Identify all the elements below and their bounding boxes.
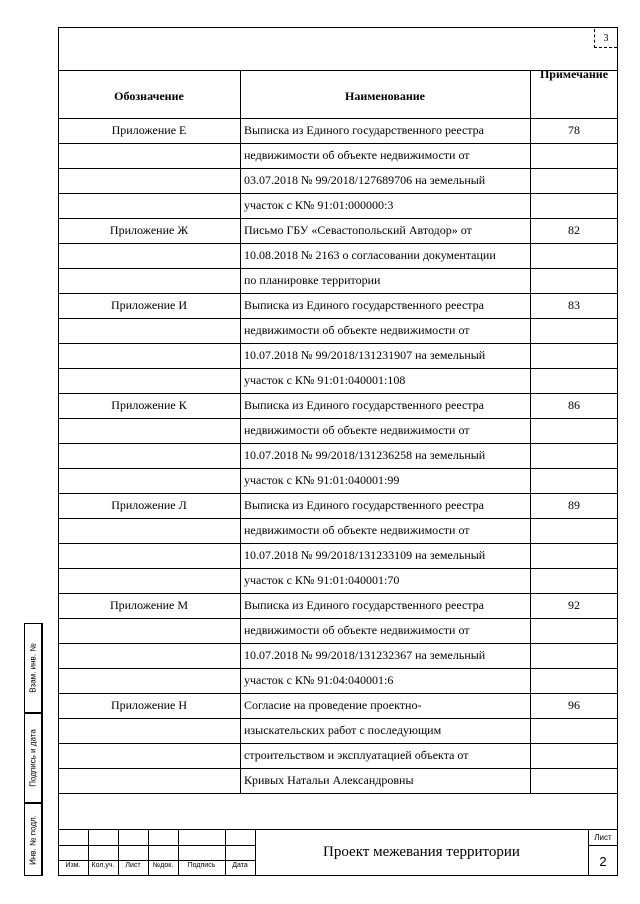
row-name: участок с К№ 91:01:040001:99: [244, 473, 400, 487]
row-name: Согласие на проведение проектно-: [244, 698, 422, 712]
row-designation: Приложение Е: [111, 123, 187, 137]
row-note: 83: [568, 298, 580, 312]
side-stamp-inv-podl: [24, 803, 42, 876]
row-note: [530, 518, 618, 543]
row-note: [530, 143, 618, 168]
row-name: Выписка из Единого государственного реестра: [244, 498, 484, 512]
row-note: [530, 268, 618, 293]
row-note: [530, 318, 618, 343]
page-number: 3: [603, 32, 609, 44]
column-divider: [240, 70, 241, 793]
row-designation: [58, 768, 240, 793]
row-note: [530, 768, 618, 793]
row-note: 89: [568, 498, 580, 512]
row-note: [530, 168, 618, 193]
row-name: 10.07.2018 № 99/2018/131233109 на земельный: [244, 548, 486, 562]
row-note: [530, 343, 618, 368]
side-stamp-vzam-inv: [24, 623, 42, 713]
row-designation: Приложение И: [110, 298, 188, 312]
side-stamp-vzam-inv-label: Взам. инв. №: [28, 643, 38, 693]
row-designation: [58, 618, 240, 643]
row-note: 82: [568, 223, 580, 237]
row-designation: [58, 318, 240, 343]
row-name: Письмо ГБУ «Севастопольский Автодор» от: [244, 223, 472, 237]
row-note: [530, 468, 618, 493]
row-designation: Приложение Ж: [109, 223, 189, 237]
row-designation: Приложение Л: [111, 498, 187, 512]
row-line: [58, 793, 618, 794]
row-note: 92: [568, 598, 580, 612]
side-stamp-podpis-data: [24, 713, 42, 803]
row-name: недвижимости об объекте недвижимости от: [244, 148, 470, 162]
title-block-label: Подпись: [187, 862, 216, 869]
row-designation: [58, 268, 240, 293]
row-designation: [58, 668, 240, 693]
row-designation: Приложение Н: [110, 698, 188, 712]
row-name: участок с К№ 91:04:040001:6: [244, 673, 394, 687]
row-designation: [58, 418, 240, 443]
row-name: недвижимости об объекте недвижимости от: [244, 323, 470, 337]
row-name: участок с К№ 91:01:040001:108: [244, 373, 406, 387]
row-name: 10.08.2018 № 2163 о согласовании документации: [244, 248, 496, 262]
row-name: Выписка из Единого государственного реестра: [244, 298, 484, 312]
row-name: изыскательских работ с последующим: [244, 723, 442, 737]
row-note: [530, 543, 618, 568]
row-designation: [58, 443, 240, 468]
row-designation: [58, 143, 240, 168]
row-note: [530, 643, 618, 668]
page-number-box: [594, 29, 617, 48]
row-name: участок с К№ 91:01:040001:70: [244, 573, 400, 587]
row-name: Кривых Натальи Александровны: [244, 773, 414, 787]
row-name: Выписка из Единого государственного реестра: [244, 598, 484, 612]
row-designation: [58, 193, 240, 218]
row-designation: [58, 743, 240, 768]
row-name: недвижимости об объекте недвижимости от: [244, 523, 470, 537]
side-stamp-divider: [42, 623, 43, 876]
row-name: Выписка из Единого государственного реестра: [244, 123, 484, 137]
row-note: [530, 743, 618, 768]
title-block-label: Лист: [125, 862, 141, 869]
sheet-label: Лист: [594, 832, 612, 842]
header-name: Наименование: [345, 88, 425, 103]
row-note: [530, 618, 618, 643]
header-note: Примечание: [539, 66, 609, 81]
row-designation: Приложение К: [111, 398, 187, 412]
row-name: 10.07.2018 № 99/2018/131232367 на земельный: [244, 648, 486, 662]
row-note: 96: [568, 698, 580, 712]
side-stamp-podpis-data-label: Подпись и дата: [28, 729, 38, 787]
row-designation: [58, 368, 240, 393]
row-designation: [58, 568, 240, 593]
document-title: Проект межевания территории: [323, 844, 520, 860]
row-name: строительством и эксплуатацией объекта от: [244, 748, 469, 762]
row-designation: [58, 518, 240, 543]
row-name: 10.07.2018 № 99/2018/131236258 на земельный: [244, 448, 486, 462]
row-name: недвижимости об объекте недвижимости от: [244, 623, 470, 637]
row-designation: [58, 343, 240, 368]
row-designation: [58, 468, 240, 493]
column-divider: [530, 70, 531, 793]
row-designation: [58, 543, 240, 568]
sheet-number: 2: [599, 853, 607, 869]
row-name: Выписка из Единого государственного реестра: [244, 398, 484, 412]
row-designation: [58, 168, 240, 193]
title-block-label: Дата: [232, 862, 248, 869]
row-note: [530, 718, 618, 743]
title-block-label: №док.: [152, 862, 174, 869]
row-designation: [58, 243, 240, 268]
row-note: [530, 368, 618, 393]
row-note: [530, 418, 618, 443]
row-name: по планировке территории: [244, 273, 381, 287]
row-designation: [58, 643, 240, 668]
row-note: [530, 568, 618, 593]
row-note: [530, 243, 618, 268]
row-note: [530, 193, 618, 218]
row-designation: Приложение М: [109, 598, 189, 612]
row-name: 03.07.2018 № 99/2018/127689706 на земельный: [244, 173, 486, 187]
row-note: 86: [568, 398, 580, 412]
row-note: [530, 443, 618, 468]
title-block-label: Кол.уч.: [91, 862, 115, 869]
row-note: 78: [568, 123, 580, 137]
row-note: [530, 668, 618, 693]
row-name: недвижимости об объекте недвижимости от: [244, 423, 470, 437]
row-designation: [58, 718, 240, 743]
header-designation: Обозначение: [114, 88, 184, 103]
row-name: 10.07.2018 № 99/2018/131231907 на земельный: [244, 348, 486, 362]
side-stamp-inv-podl-label: Инв. № подл.: [28, 814, 38, 865]
title-block-label: Изм.: [65, 862, 81, 869]
row-name: участок с К№ 91:01:000000:3: [244, 198, 394, 212]
